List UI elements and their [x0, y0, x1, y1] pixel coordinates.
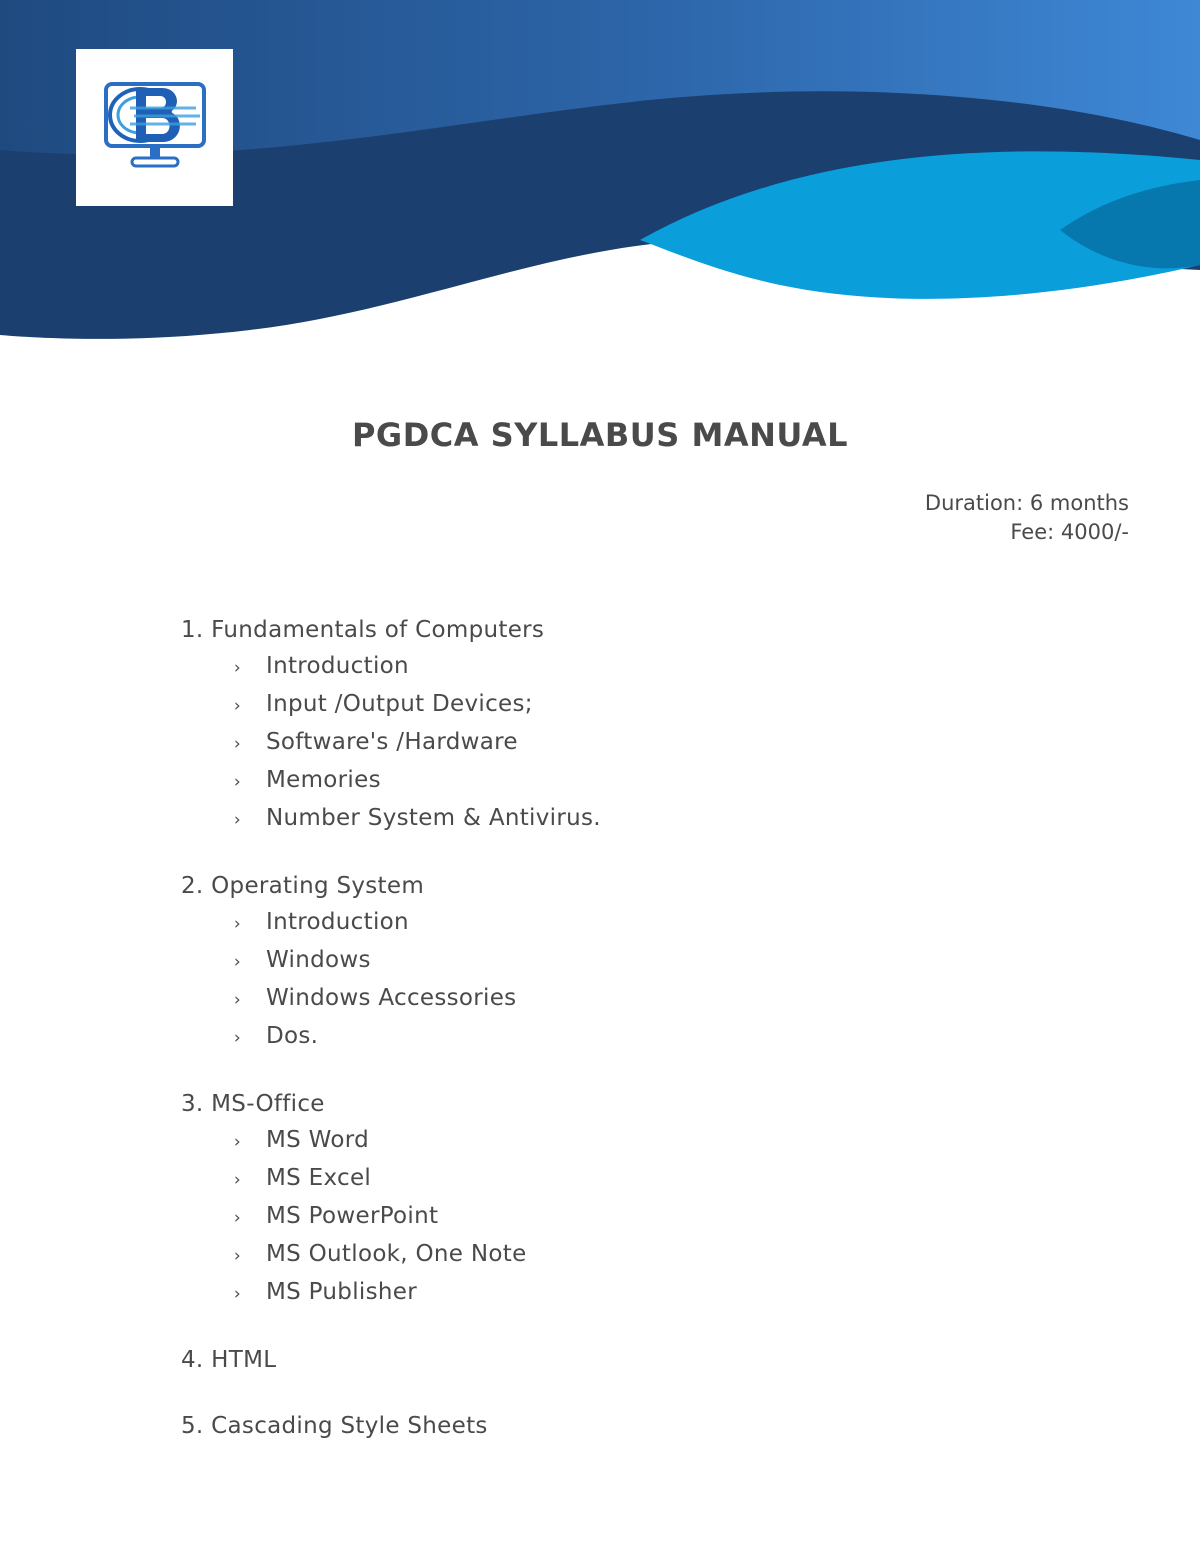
syllabus-module	[181, 612, 1081, 838]
topic-label: Input /Output Devices;	[266, 691, 533, 717]
module-title: 5. Cascading Style Sheets	[181, 1413, 488, 1439]
syllabus-module	[181, 868, 1081, 1056]
module-title: 1. Fundamentals of Computers	[181, 617, 545, 643]
chevron-right-icon: ›	[233, 1028, 241, 1048]
document-title: PGDCA SYLLABUS MANUAL	[351, 416, 849, 454]
topic-item	[181, 980, 1081, 1018]
chevron-right-icon: ›	[233, 772, 241, 792]
syllabus-module	[181, 1086, 1081, 1312]
topic-item	[181, 762, 1081, 800]
topic-label: MS Outlook, One Note	[266, 1241, 527, 1267]
topic-item	[181, 686, 1081, 724]
course-meta	[925, 489, 1129, 547]
chevron-right-icon: ›	[233, 1208, 241, 1228]
chevron-right-icon: ›	[233, 1246, 241, 1266]
duration-text: Duration: 6 months	[924, 491, 1129, 515]
syllabus-list	[181, 612, 1081, 1474]
topic-item	[181, 1160, 1081, 1198]
topic-label: Dos.	[266, 1023, 319, 1049]
topic-label: MS Publisher	[266, 1279, 417, 1305]
chevron-right-icon: ›	[233, 952, 241, 972]
topic-item	[181, 1198, 1081, 1236]
logo	[76, 49, 233, 206]
syllabus-module	[181, 1408, 1081, 1444]
topic-label: MS Word	[266, 1127, 369, 1153]
topic-label: Windows Accessories	[266, 985, 517, 1011]
topic-label: MS PowerPoint	[266, 1203, 439, 1229]
topic-item	[181, 904, 1081, 942]
topic-item	[181, 1122, 1081, 1160]
chevron-right-icon: ›	[233, 914, 241, 934]
monitor-b-logo-icon	[100, 78, 210, 178]
topic-item	[181, 648, 1081, 686]
topic-label: Memories	[266, 767, 381, 793]
chevron-right-icon: ›	[233, 1170, 241, 1190]
topic-label: Windows	[266, 947, 371, 973]
topic-label: Number System & Antivirus.	[266, 805, 601, 831]
chevron-right-icon: ›	[233, 810, 241, 830]
topic-label: Software's /Hardware	[266, 729, 518, 755]
topic-item	[181, 1236, 1081, 1274]
topic-item	[181, 1018, 1081, 1056]
topic-label: Introduction	[266, 653, 409, 679]
topic-label: Introduction	[266, 909, 409, 935]
fee-text: Fee: 4000/-	[1010, 520, 1129, 544]
topic-item	[181, 724, 1081, 762]
chevron-right-icon: ›	[233, 734, 241, 754]
syllabus-module	[181, 1342, 1081, 1378]
chevron-right-icon: ›	[233, 990, 241, 1010]
topic-label: MS Excel	[266, 1165, 372, 1191]
chevron-right-icon: ›	[233, 696, 241, 716]
module-title: 2. Operating System	[181, 873, 425, 899]
chevron-right-icon: ›	[233, 1284, 241, 1304]
chevron-right-icon: ›	[233, 658, 241, 678]
topic-item	[181, 1274, 1081, 1312]
topic-item	[181, 800, 1081, 838]
chevron-right-icon: ›	[233, 1132, 241, 1152]
topic-item	[181, 942, 1081, 980]
module-title: 4. HTML	[181, 1347, 277, 1373]
module-title: 3. MS-Office	[181, 1091, 325, 1117]
